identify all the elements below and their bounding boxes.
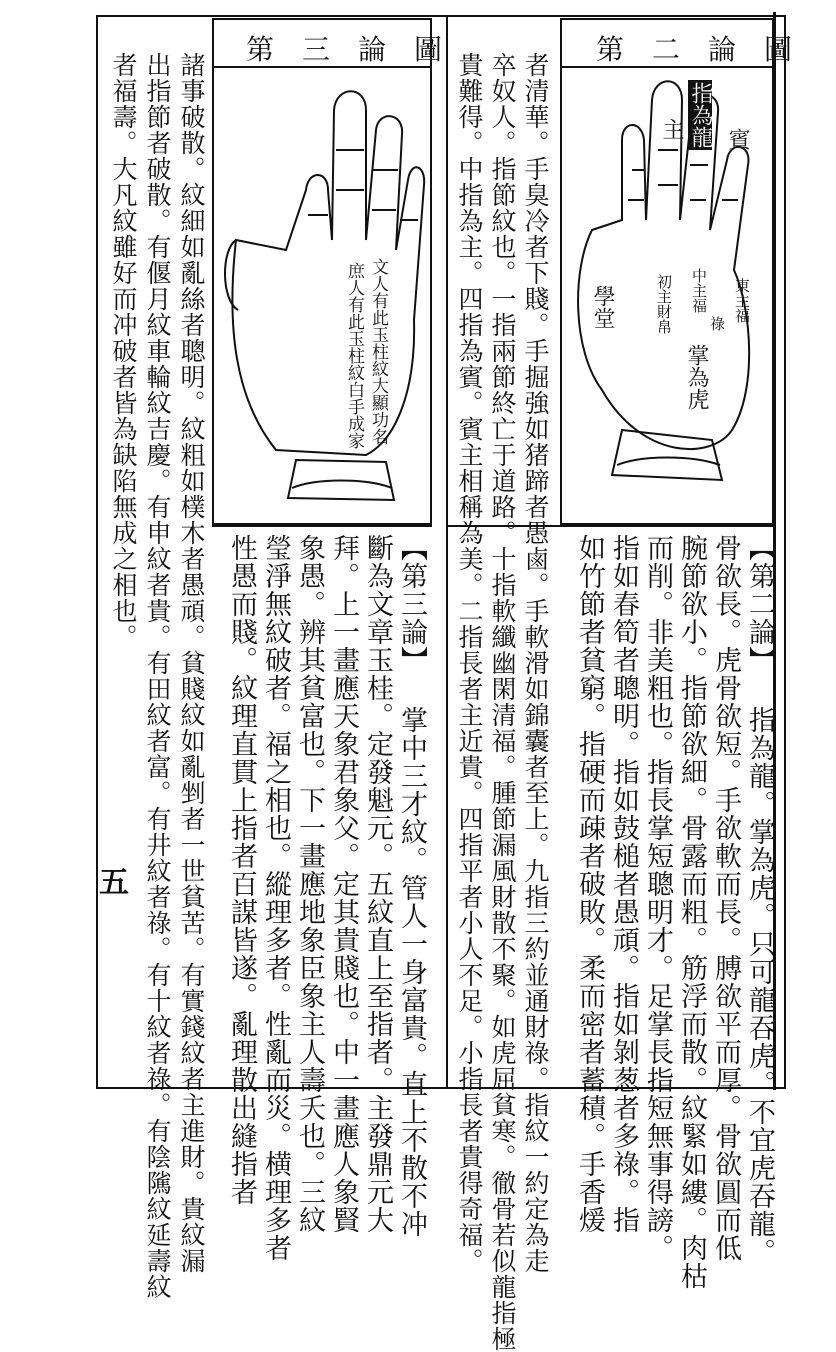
palm-label-index: 指為龍 [688, 82, 713, 148]
palm-label-third-line2: 庶人有此玉柱紋白手成家 [344, 262, 364, 449]
palm-diagram-third [216, 70, 428, 510]
text-column: 者清華。手臭冷者下賤。手掘強如猪蹄者愚鹵。手軟滑如錦囊者至上。九指三約並通財祿。指紋一約定為走 [521, 52, 550, 1274]
text-column: 如竹節者貧窮。指硬而疎者破敗。柔而密者蓄積。手香煖 [574, 534, 605, 1234]
diagram-second-title: 第二論圖 [596, 33, 821, 66]
palm-label-ring: 主 [659, 118, 684, 140]
palm-label-mount-middle-small: 祿 [708, 316, 726, 331]
text-column: 性愚而賤。紋理直貫上指者百謀皆遂。亂理散出縫指者 [226, 534, 257, 1206]
text-column: 斷為文章玉桂。定發魁元。五紋直上至指者。主發鼎元大 [362, 534, 393, 1234]
palm-label-center: 掌為虎 [684, 344, 709, 410]
text-column: 腕節欲小。指節欲細。骨露而粗。筋浮而散。紋緊如縷。肉枯 [676, 534, 707, 1290]
text-column: 卒奴人。指節紋也。一指兩節終亡于道路。十指軟纖幽閑清福。腫節漏風財散不聚。如虎屈貧寒。徹骨若似龍指極 [488, 52, 517, 1352]
column-divider [446, 15, 448, 1089]
diagram-second-title-rule [560, 66, 774, 68]
section-rule [212, 525, 432, 527]
palm-label-mount-upper-right: 東主福 [733, 278, 751, 323]
palm-label-middle: 賓 [725, 128, 750, 150]
palm-label-third-line1: 文人有此玉柱紋大顯功名 [368, 258, 388, 445]
diagram-third-title-rule [212, 66, 432, 68]
text-column: 拜。上一畫應天象君象父。定其貴賤也。中一畫應人象賢 [328, 534, 359, 1234]
text-column: 象愚。辨其貧富也。下一畫應地象臣象主人壽夭也。三紋 [294, 534, 325, 1234]
palm-label-thumb-side: 學堂 [590, 285, 615, 329]
palm-label-mount-middle: 中主福 [690, 268, 708, 313]
text-column: 而削。非美粗也。指長掌短聰明才。足掌長指短無事得謗。 [642, 534, 673, 1262]
text-column: 【第三論】 掌中三才紋。管人一身富貴。直上不散不冲 [396, 534, 427, 1238]
page-number: 五 [93, 866, 128, 896]
text-column: 瑩淨無紋破者。福之相也。縱理多者。性亂而災。横理多者 [260, 534, 291, 1262]
palm-label-mount-left: 初主財帛 [655, 274, 673, 334]
text-column: 指如春筍者聰明。指如鼓槌者愚頑。指如剝葱者多祿。指 [608, 534, 639, 1234]
text-column: 貴難得。中指為主。四指為賓。賓主相稱為美。二指長者主近貴。四指平者小人不足。小指長者貴得奇福。 [455, 52, 484, 1274]
text-column: 骨欲長。虎骨欲短。手欲軟而長。膊欲平而厚。骨欲圓而低 [710, 534, 741, 1262]
text-column: 諸事破散。紋細如亂絲者聰明。紋粗如樸木者愚頑。貧賤紋如亂剉者一世貧苦。有實錢紋者主進財。貴紋漏 [177, 52, 206, 1274]
text-column: 出指節者破散。有偃月紋車輪紋吉慶。有申紋者貴。有田紋者富。有井紋者祿。有十紋者祿。有陰隲紋延壽紋 [143, 52, 172, 1300]
diagram-third-title: 第三論圖 [246, 33, 471, 66]
text-column: 【第二論】 指為龍。掌為虎。只可龍吞虎。不宜虎吞龍。 [744, 534, 775, 1266]
text-column: 者福壽。大凡紋雖好而冲破者皆為缺陷無成之相也。 [109, 52, 138, 650]
